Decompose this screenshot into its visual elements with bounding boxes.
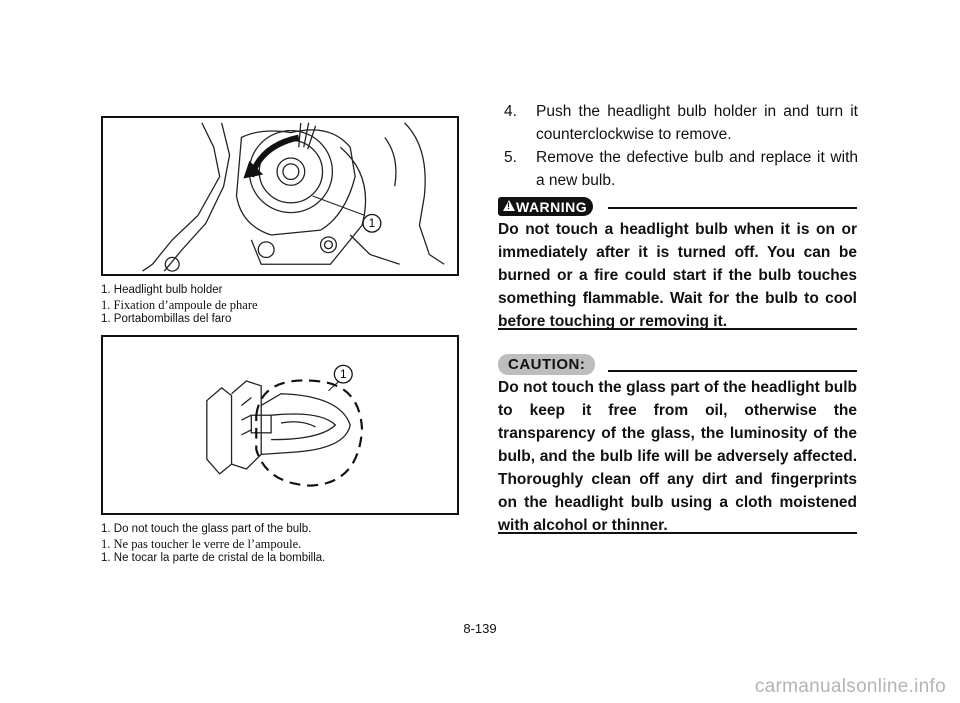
procedure-steps [498,100,858,192]
divider [498,532,857,534]
warning-label: WARNING [516,198,588,215]
warning-icon [503,200,515,211]
caution-badge [498,354,595,375]
figure2-captions [101,522,325,566]
warning-text: Do not touch a headlight bulb when it is on or immediately after it is turned off. You can be burned or a fire could start if the bulb touches something flammable. Wait for the bulb to cool before touching or removing it. [498,221,857,330]
caution-label: CAUTION: [508,356,586,373]
step-text: Remove the defective bulb and replace it with a new bulb. [536,149,858,189]
step-4 [498,100,858,146]
caption-es: 1. Portabombillas del faro [101,313,232,325]
step-number: 5. [504,149,517,166]
caution-text: Do not touch the glass part of the headlight bulb to keep it free from oil, otherwise the transparency of the glass, the luminosity of the bulb, and the bulb life will be adversely affected. Thoroughly clean off any dirt and fingerprints on the headlight bulb using a cloth moistened with alcohol or thinner. [498,379,857,534]
headlight-holder-illustration [101,116,459,276]
page-number: 8-139 [463,621,497,636]
step-number: 4. [504,103,517,120]
svg-text:1: 1 [339,368,347,382]
divider [608,370,857,372]
svg-text:1: 1 [368,217,376,231]
caption-es: 1. Ne tocar la parte de cristal de la bombilla. [101,552,326,564]
callout-marker [363,215,381,233]
step-text: Push the headlight bulb holder in and turn it counterclockwise to remove. [536,103,858,143]
watermark: carmanualsonline.info [754,676,946,697]
figure1-captions [101,283,258,327]
caption-fr: 1. Fixation d’ampoule de phare [101,297,258,312]
step-5 [498,146,858,192]
divider [608,207,857,209]
bulb-illustration [101,335,459,515]
divider [498,328,857,330]
caption-en: 1. Do not touch the glass part of the bulb. [101,523,312,535]
caption-en: 1. Headlight bulb holder [101,284,223,296]
warning-badge [498,197,593,216]
callout-marker [334,365,352,383]
caption-fr: 1. Ne pas toucher le verre de l’ampoule. [101,536,302,551]
